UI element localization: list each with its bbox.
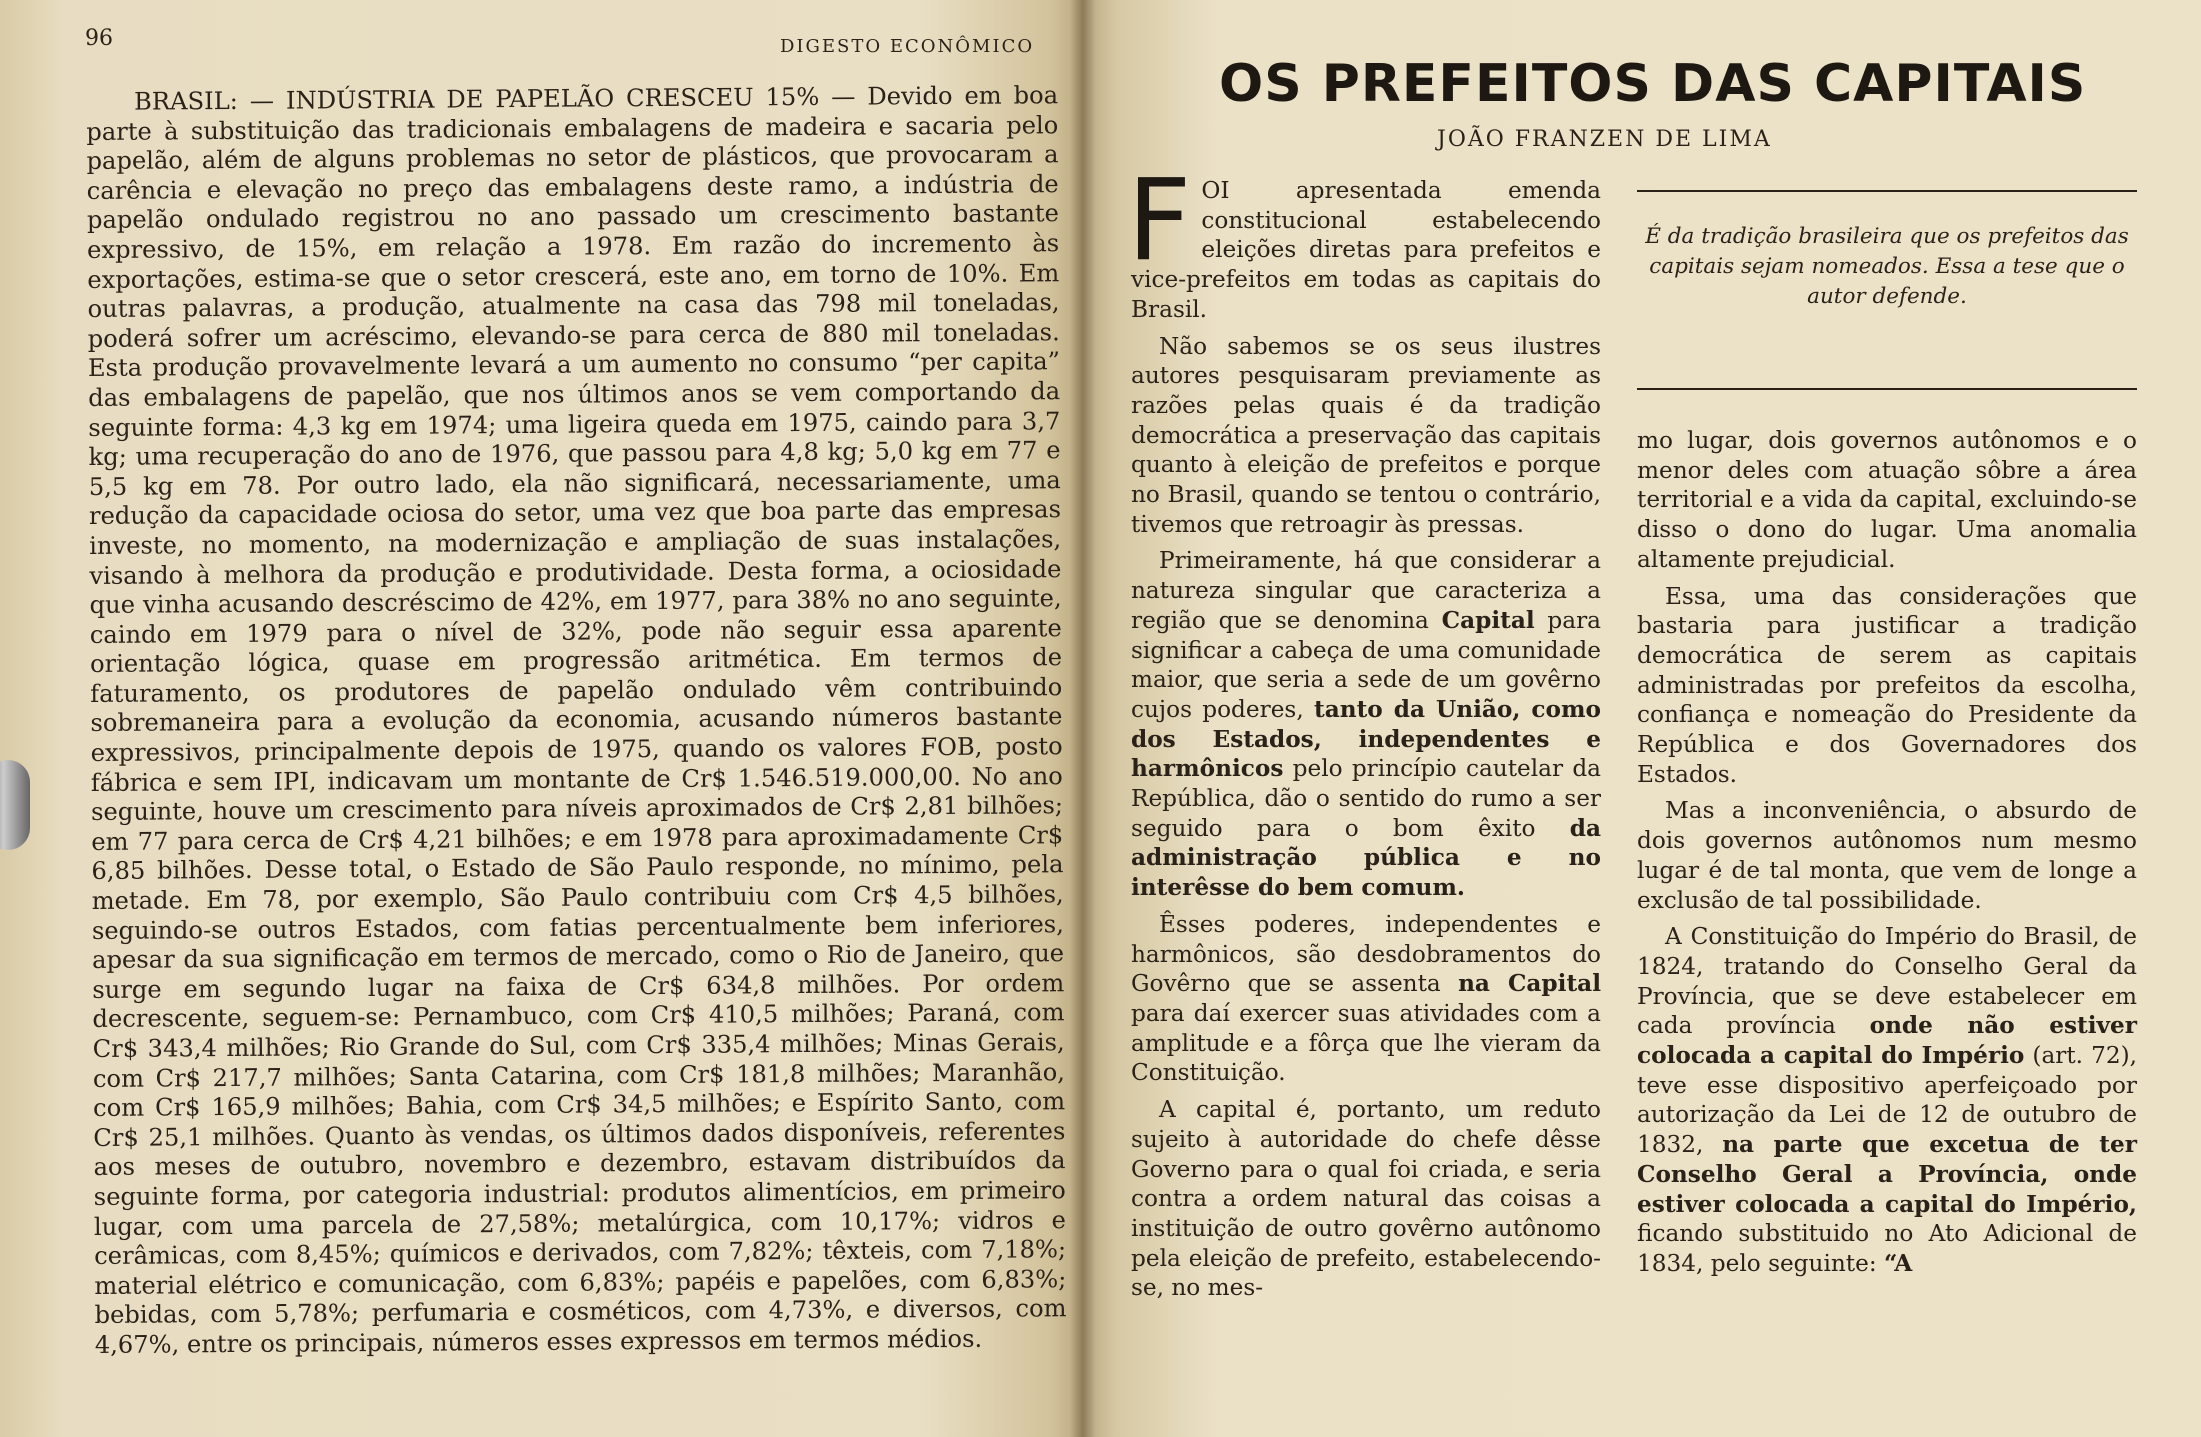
text-run: (art. 72), teve esse dispositivo aperfeiçoado por autorização da Lei de 12 de outubro de 1832, (1637, 1042, 2137, 1159)
book-gutter (1070, 0, 1096, 1437)
text-run: para significar a cabeça de uma comunidade maior, que seria a sede de um govêrno cujos poderes, (1131, 606, 1602, 723)
article-title: OS PREFEITOS DAS CAPITAIS (1219, 54, 2087, 114)
news-item (86, 81, 1067, 1360)
column-2-paragraph-4 (1637, 922, 2137, 1278)
column-2-paragraph-2: Essa, uma das considerações que bastaria para justificar a tradição democrática de serem as capitais administradas por prefeitos da escolha, confiança e nomeação do Presidente da República e dos Governadores dos Estados. (1637, 582, 2137, 788)
blurb-top-rule (1637, 190, 2137, 192)
blurb-bottom-rule (1637, 388, 2137, 390)
right-page (1082, 0, 2201, 1437)
page-number: 96 (85, 26, 113, 51)
text-run: Êsses poderes, independentes e harmônicos, são desdobramentos do Govêrno que se assenta (1131, 910, 1601, 998)
bold-run: na parte que excetua de ter Conselho Geral a Província, onde estiver colocada a capital do Império, (1637, 1131, 2137, 1218)
bold-run: “A (1884, 1249, 1913, 1277)
lead-paragraph (1127, 156, 1601, 325)
text-run: Primeiramente, há que considerar a natureza singular que caracteriza a região que se denomina (1131, 547, 1601, 634)
article-blurb: É da tradição brasileira que os prefeitos das capitais sejam nomeados. Essa a tese que o autor defende. (1645, 224, 2129, 309)
column-2-paragraph-3: Mas a inconveniência, o absurdo de dois governos autônomos num mesmo lugar é de tal monta, que vem de longe a exclusão de tal possibilidade. (1637, 797, 2137, 914)
text-run: pelo princípio cautelar da República, dão o sentido do rumo a ser seguido para o bom êxito (1131, 755, 1601, 842)
text-run: ficando substituido no Ato Adicional de 1834, pelo seguinte: (1637, 1220, 2137, 1277)
paragraph-2: Não sabemos se os seus ilustres autores pesquisaram previamente as razões pelas quais é da tradição democrática a preservação das capitais quanto à eleição de prefeitos e porque no Brasil, quando se tentou o contrário, tivemos que retroagir às pressas. (1131, 332, 1601, 538)
bold-run: da administração pública e no interêsse do bem comum. (1131, 814, 1601, 902)
binder-clip (0, 760, 30, 850)
lead-text: OI apresentada emenda constitucional estabelecendo eleições diretas para prefeitos e vice-prefeitos em todas as capitais do Brasil. (1131, 177, 1601, 323)
bold-run: na Capital (1458, 970, 1601, 998)
bold-run: Capital (1441, 606, 1535, 634)
paragraph-3 (1131, 546, 1601, 902)
paragraph-5: A capital é, portanto, um reduto sujeito à autoridade do chefe dêsse Governo para o qual foi criada, e seria contra a ordem natural das coisas a instituição de outro govêrno autônomo pela eleição de prefeito, estabelecendo-se, no mes- (1131, 1096, 1601, 1302)
bold-run: tanto da União, como dos Estados, independentes e harmônicos (1131, 695, 1602, 783)
news-paragraph: BRASIL: — INDÚSTRIA DE PAPELÃO CRESCEU 15% — Devido em boa parte à substituição das tradicionais embalagens de madeira e sacaria pelo papelão, além de alguns problemas no setor de plásticos, que provocaram a carência e elevação no preço das embalagens deste ramo, a indústria de papelão ondulado registrou no ano passado um crescimento bastante expressivo, de 15%, em relação a 1978. Em razão do incremento às exportações, estima-se que o setor crescerá, este ano, em torno de 10%. Em outras palavras, a produção, atualmente na casa das 798 mil toneladas, poderá sofrer um acréscimo, elevando-se para cerca de 880 mil toneladas. Esta produção provavelmente levará a um aumento no consumo “per capita” das embalagens de papelão, que nos últimos anos se vem comportando da seguinte forma: 4,3 kg em 1974; uma ligeira queda em 1975, caindo para 3,7 kg; uma recuperação do ano de 1976, que passou para 4,8 kg; 5,0 kg em 77 e 5,5 kg em 78. Por outro lado, ela não significará, necessariamente, uma redução da capacidade ociosa do setor, uma vez que boa parte das empresas investe, no momento, na modernização e ampliação de suas instalações, visando à melhora da produção e produtividade. Desta forma, a ociosidade que vinha acusando descréscimo de 42%, em 1977, para 38% no ano seguinte, caindo em 1979 para o nível de 32%, pode não seguir essa aparente orientação lógica, quase em progressão aritmética. Em termos de faturamento, os produtores de papelão ondulado vêm contribuindo sobremaneira para a evolução da economia, acusando números bastante expressivos, principalmente depois de 1975, quando os valores FOB, posto fábrica e sem IPI, indicavam um montante de Cr$ 1.546.519.000,00. No ano seguinte, houve um crescimento para níveis aproximados de Cr$ 2,81 bilhões; em 77 para cerca de Cr$ 4,21 bilhões; e em 1978 para aproximadamente Cr$ 6,85 bilhões. Desse total, o Estado de São Paulo responde, no mínimo, pela metade. Em 78, por exemplo, São Paulo contribuiu com Cr$ 4,5 bilhões, seguindo-se outros Estados, com fatias percentualmente bem inferiores, apesar da sua significação em termos de mercado, como o Rio de Janeiro, que surge em segundo lugar na faixa de Cr$ 634,8 milhões. Por ordem decrescente, seguem-se: Pernambuco, com Cr$ 410,5 milhões; Paraná, com Cr$ 343,4 milhões; Rio Grande do Sul, com Cr$ 335,4 milhões; Minas Gerais, com Cr$ 217,7 milhões; Santa Catarina, com Cr$ 181,8 milhões; Maranhão, com Cr$ 165,9 milhões; Bahia, com Cr$ 34,5 milhões; e Espírito Santo, com Cr$ 25,1 milhões. Quanto às vendas, os últimos dados disponíveis, referentes aos meses de outubro, novembro e dezembro, estavam distribuídos da seguinte forma, por categoria industrial: produtos alimentícios, em primeiro lugar, com uma parcela de 27,58%; metalúrgica, com 10,17%; vidros e cerâmicas, com 8,45%; químicos e derivados, com 7,82%; têxteis, com 7,18%; material elétrico e comunicação, com 6,83%; papéis e papelões, com 6,83%; bebidas, com 5,78%; perfumaria e cosméticos, com 4,73%, e diversos, com 4,67%, entre os principais, números esses expressos em termos médios. (86, 81, 1067, 1359)
article-column-1 (1127, 156, 1602, 1310)
article-column-2 (1637, 426, 2137, 1286)
running-head: DIGESTO ECONÔMICO (780, 36, 1035, 57)
column-2-paragraph-1: mo lugar, dois governos autônomos e o menor deles com atuação sôbre a área territorial e a vida da capital, excluindo-se disso o dono do lugar. Uma anomalia altamente prejudicial. (1637, 427, 2137, 573)
bold-run: onde não estiver colocada a capital do Império (1637, 1012, 2137, 1070)
paragraph-4 (1131, 910, 1601, 1088)
text-run: A Constituição do Império do Brasil, de 1824, tratando do Conselho Geral da Província, que se deve estabelecer em cada província (1637, 923, 2137, 1040)
drop-cap: F (1127, 156, 1192, 286)
left-page (0, 0, 1082, 1437)
text-run: para daí exercer suas atividades com a amplitude e a fôrça que lhe vieram da Constituição. (1131, 999, 1601, 1087)
article-author: JOÃO FRANZEN DE LIMA (1437, 127, 1772, 152)
